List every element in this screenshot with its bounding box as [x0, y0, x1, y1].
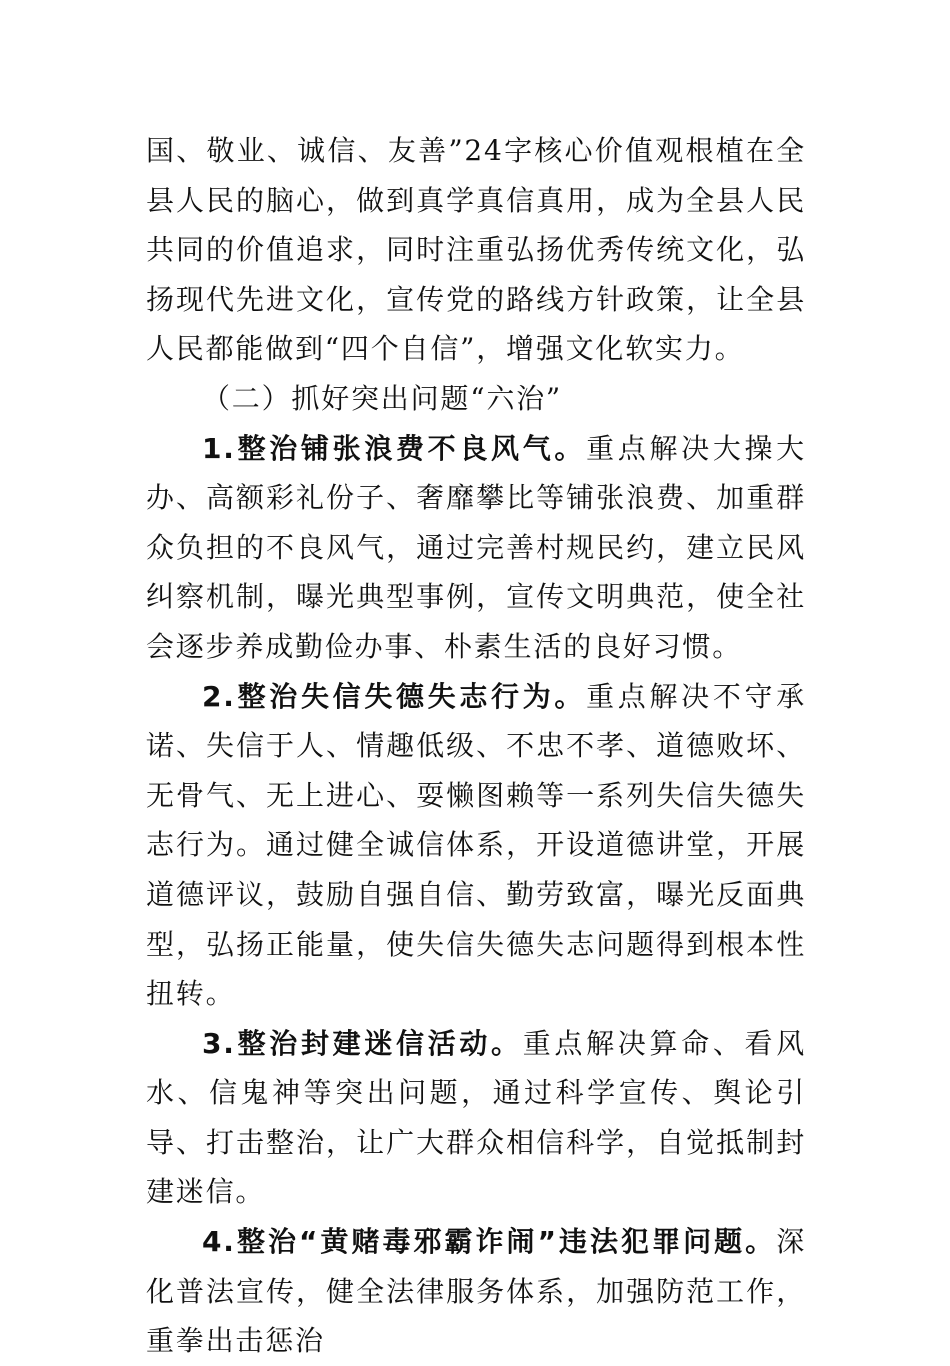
item-text: 重点解决算命、看风水、信鬼神等突出问题，通过科学宣传、舆论引导、打击整治，让广大群众相信科学，自觉抵制封建迷信。 [146, 1026, 807, 1209]
paragraph-core-values [146, 126, 806, 374]
item-heading: 1.整治铺张浪费不良风气。 [202, 431, 587, 465]
item-heading: 3.整治封建迷信活动。 [202, 1026, 523, 1060]
paragraph-item-1 [146, 424, 806, 672]
item-text: 重点解决不守承诺、失信于人、情趣低级、不忠不孝、道德败坏、无骨气、无上进心、耍懒图赖等一系列失信失德失志行为。通过健全诚信体系，开设道德讲堂，开展道德评议，鼓励自强自信、勤劳致富，曝光反面典型，弘扬正能量，使失信失德失志问题得到根本性扭转。 [146, 679, 806, 1011]
item-heading: 2.整治失信失德失志行为。 [202, 679, 587, 713]
paragraph-item-2 [146, 672, 806, 1019]
section-heading-six-governance [146, 374, 806, 424]
item-heading: 4.整治“黄赌毒邪霸诈闹”违法犯罪问题。 [202, 1225, 777, 1259]
item-text: 重点解决大操大办、高额彩礼份子、奢靡攀比等铺张浪费、加重群众负担的不良风气，通过完善村规民约，建立民风纠察机制，曝光典型事例，宣传文明典范，使全社会逐步养成勤俭办事、朴素生活的良好习惯。 [146, 431, 806, 663]
section-heading-text: （二）抓好突出问题“六治” [202, 381, 563, 415]
document-body [146, 126, 806, 1366]
item-text: 深化普法宣传，健全法律服务体系，加强防范工作，重拳出击惩治 [146, 1225, 806, 1358]
paragraph-text: 国、敬业、诚信、友善”24字核心价值观根植在全县人民的脑心，做到真学真信真用，成为全县人民共同的价值追求，同时注重弘扬优秀传统文化，弘扬现代先进文化，宣传党的路线方针政策，让全县人民都能做到“四个自信”，增强文化软实力。 [146, 134, 806, 366]
paragraph-item-3 [146, 1019, 806, 1217]
